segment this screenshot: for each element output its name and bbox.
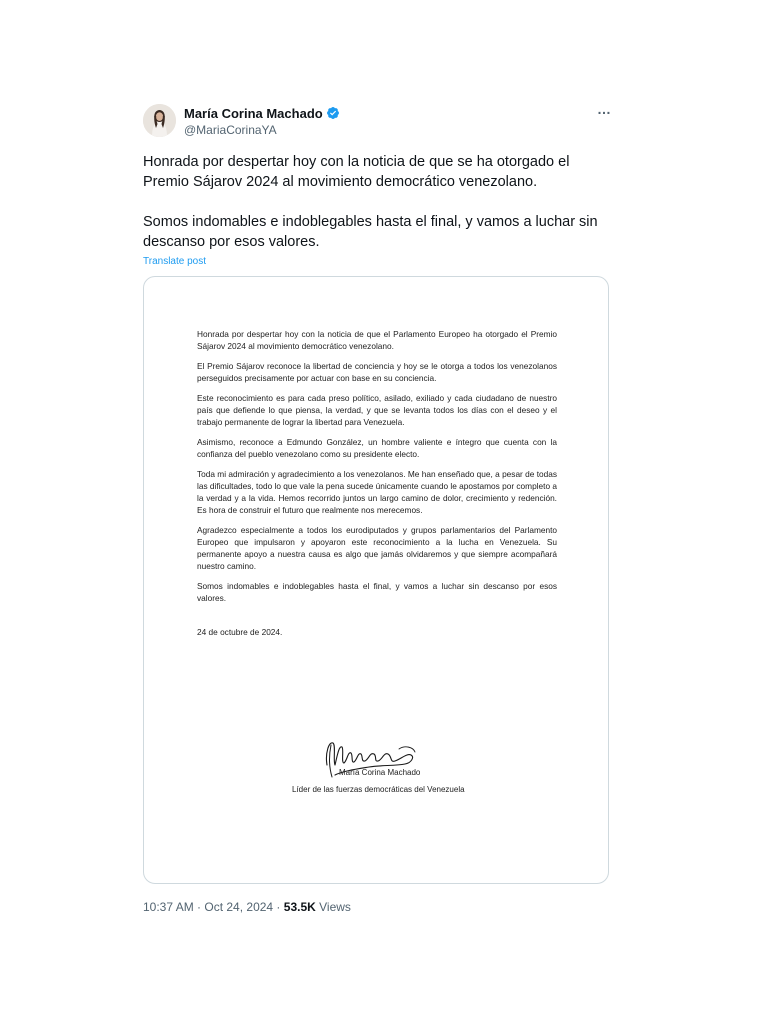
letter-paragraph: Somos indomables e indoblegables hasta el final, y vamos a luchar sin descanso por esos valores. xyxy=(197,581,557,603)
tweet-date[interactable]: Oct 24, 2024 xyxy=(204,900,274,914)
tweet-time[interactable]: 10:37 AM xyxy=(143,900,194,914)
tweet-text xyxy=(143,152,613,252)
tweet-text-paragraph: Honrada por despertar hoy con la noticia de que se ha otorgado el Premio Sájarov 2024 al movimiento democrático venezolano. xyxy=(143,154,570,190)
tweet-text-paragraph: Somos indomables e indoblegables hasta el final, y vamos a luchar sin descanso por esos valores. xyxy=(143,214,598,250)
letter-image[interactable] xyxy=(143,276,609,884)
author-names xyxy=(184,105,340,137)
author-handle[interactable]: @MariaCorinaYA xyxy=(184,123,277,137)
signature-block xyxy=(197,735,557,805)
letter-paragraph: Este reconocimiento es para cada preso político, asilado, exiliado y cada ciudadano de nuestro país que defiende lo que piensa, la verdad, y que se levanta todos los días con el deseo y el trabajo permanente de lograr la libertad para Venezuela. xyxy=(197,393,557,427)
avatar[interactable] xyxy=(143,104,176,137)
letter-paragraph: Honrada por despertar hoy con la noticia de que el Parlamento Europeo ha otorgado el Premio Sájarov 2024 al movimiento democrático venezolano. xyxy=(197,329,557,351)
letter-paragraph: Asimismo, reconoce a Edmundo González, un hombre valiente e íntegro que cuenta con la confianza del pueblo venezolano como su presidente electo. xyxy=(197,437,557,459)
meta-separator: · xyxy=(273,900,284,914)
signer-title: Líder de las fuerzas democráticas del Venezuela xyxy=(292,785,465,794)
translate-post-link[interactable]: Translate post xyxy=(143,256,206,267)
tweet-header xyxy=(143,100,613,144)
meta-separator: · xyxy=(193,900,205,914)
letter-paragraph: El Premio Sájarov reconoce la libertad de conciencia y hoy se le otorga a todos los venezolanos perseguidos precisamente por actuar con base en su conciencia. xyxy=(197,361,557,383)
letter-body xyxy=(197,328,557,646)
letter-date: 24 de octubre de 2024. xyxy=(197,627,283,637)
letter-paragraph: Agradezco especialmente a todos los eurodiputados y grupos parlamentarios del Parlamento Europeo que impulsaron y apoyaron este reconocimiento a la lucha en Venezuela. Su permanente apoyo a nuestra causa es algo que jamás olvidaremos y que siempre acompañará nuestro camino. xyxy=(197,525,557,571)
display-name[interactable]: María Corina Machado xyxy=(184,105,323,121)
views-label: Views xyxy=(315,900,351,914)
tweet xyxy=(143,100,613,267)
display-name-row xyxy=(184,105,340,121)
tweet-meta xyxy=(143,900,351,914)
verified-badge-icon[interactable] xyxy=(326,106,340,120)
signer-name: María Corina Machado xyxy=(339,768,421,777)
letter-paragraph: Toda mi admiración y agradecimiento a los venezolanos. Me han enseñado que, a pesar de todas las dificultades, todo lo que vale la pena sucede únicamente cuando le apostamos por completo a la verdad y a la vida. Hemos recorrido juntos un largo camino de dolor, crecimiento y redención. Es hora de construir el futuro que realmente nos merecemos. xyxy=(197,469,557,515)
more-options-icon[interactable]: … xyxy=(597,101,611,117)
views-count[interactable]: 53.5K xyxy=(283,900,316,914)
